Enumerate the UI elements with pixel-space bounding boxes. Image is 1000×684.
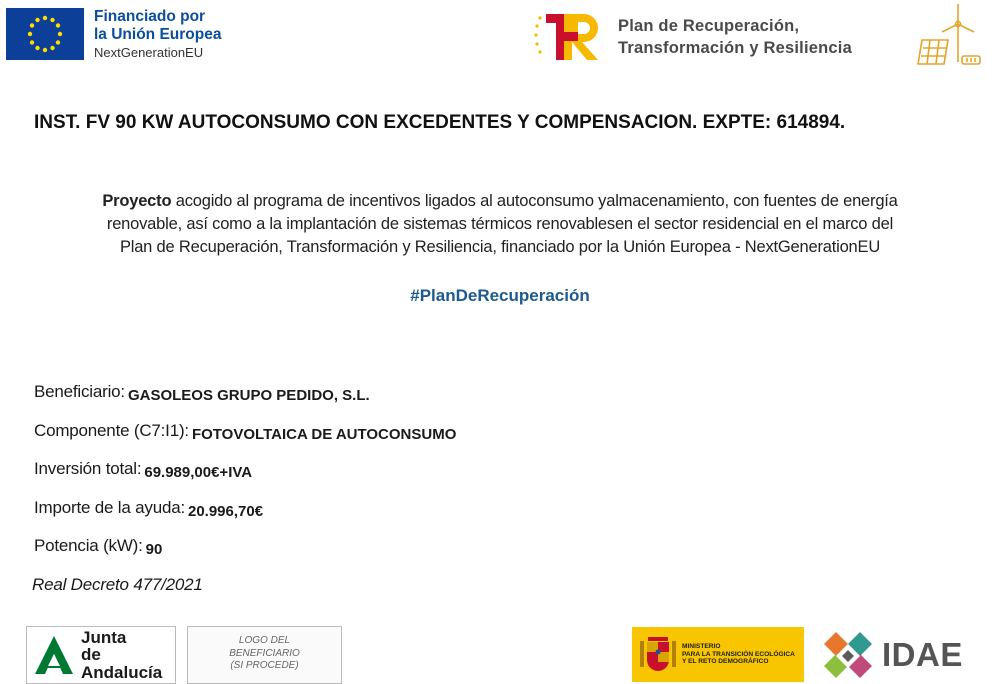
recovery-plan-line1: Plan de Recuperación, [618, 16, 800, 35]
description-line3: Plan de Recuperación, Transformación y Resiliencia, financiado por la Unión Europea - NextGenerationEU [119, 237, 881, 256]
eu-funding-line2: la Unión Europea [94, 25, 222, 43]
beneficiario-value: GASOLEOS GRUPO PEDIDO, S.L. [127, 387, 370, 404]
ministerio-line1: MINISTERIO [682, 642, 721, 650]
beneficiario-label: Beneficiario: [34, 382, 125, 401]
junta-logo-icon [33, 634, 75, 676]
description-line1: acogido al programa de incentivos ligados al autoconsumo yalmacenamiento, con fuentes de energía [171, 192, 898, 210]
prtr-logo-icon [532, 8, 604, 66]
info-row-componente [34, 421, 456, 460]
ministerio-line2: PARA LA TRANSICIÓN ECOLÓGICA [682, 650, 795, 658]
eu-funding-logo [6, 8, 221, 61]
description-lead: Proyecto [102, 192, 172, 210]
importe-value: 20.996,70€ [187, 502, 264, 520]
potencia-value: 90 [145, 541, 163, 558]
info-row-inversion [34, 459, 456, 498]
recovery-plan-logo [532, 8, 852, 66]
beneficiary-logo-placeholder [187, 626, 342, 684]
componente-value: FOTOVOLTAICA DE AUTOCONSUMO [191, 425, 457, 443]
info-row-beneficiario [34, 382, 456, 421]
eu-flag-icon [6, 8, 84, 60]
recovery-plan-line2: Transformación y Resiliencia [618, 39, 852, 57]
importe-label: Importe de la ayuda: [34, 497, 185, 517]
project-title: INST. FV 90 KW AUTOCONSUMO CON EXCEDENTES Y COMPENSACION. EXPTE: 614894. [34, 112, 846, 133]
ministerio-line3: Y EL RETO DEMOGRÁFICO [682, 658, 769, 666]
idae-logo [818, 626, 963, 684]
inversion-label: Inversión total: [34, 459, 142, 478]
project-description [30, 190, 970, 258]
real-decreto: Real Decreto 477/2021 [32, 575, 203, 594]
componente-label: Componente (C7:I1): [34, 420, 189, 440]
benef-line1: LOGO DEL [238, 635, 291, 646]
idae-text: IDAE [882, 636, 963, 673]
hashtag: #PlanDeRecuperación [410, 286, 590, 305]
info-row-potencia [34, 536, 456, 575]
ministerio-logo [632, 627, 804, 682]
idae-logo-icon [818, 626, 878, 684]
eu-funding-line3: NextGenerationEU [94, 44, 204, 60]
escudo-icon [638, 633, 678, 677]
energy-icon [914, 0, 984, 70]
description-line2: renovable, así como a la implantación de sistemas térmicos renovablesen el sector residencial en el marco del [106, 214, 894, 233]
potencia-label: Potencia (kW): [34, 536, 143, 555]
junta-line2: de Andalucía [81, 645, 163, 682]
junta-line1: Junta [81, 628, 127, 647]
junta-andalucia-logo [26, 626, 176, 684]
info-row-importe [34, 498, 456, 537]
eu-funding-line1: Financiado por [94, 8, 206, 25]
benef-line3: (SI PROCEDE) [230, 660, 299, 671]
project-info [34, 382, 456, 575]
benef-line2: BENEFICIARIO [229, 647, 300, 659]
inversion-value: 69.989,00€+IVA [144, 464, 253, 481]
